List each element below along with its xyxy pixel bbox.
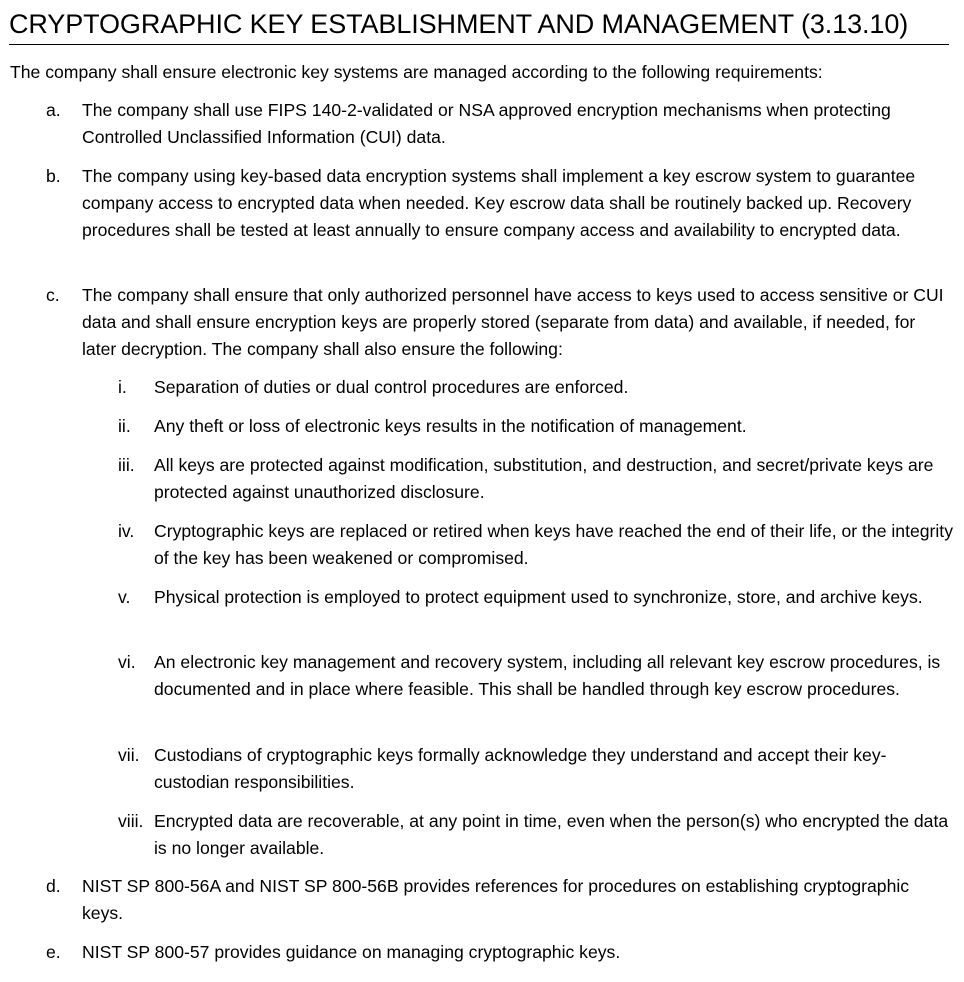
list-marker: e. [46, 942, 61, 962]
sub-item-text: Separation of duties or dual control procedures are enforced. [154, 377, 629, 397]
sub-list-marker: v. [118, 587, 131, 607]
sub-item-text: Physical protection is employed to protect equipment used to synchronize, store, and archive keys. [154, 587, 923, 607]
list-item-text: The company using key-based data encryption systems shall implement a key escrow system to guarantee company access to encrypted data when needed. Key escrow data shall be routinely backed up. Recovery procedures shall be tested at least annually to ensure company access and availability to encrypted data. [82, 166, 916, 240]
section-title: CRYPTOGRAPHIC KEY ESTABLISHMENT AND MANAGEMENT (3.13.10) [9, 4, 949, 45]
sub-list-marker: iv. [118, 521, 135, 541]
sub-list-marker: viii. [118, 811, 144, 831]
sub-list-marker: iii. [118, 455, 135, 475]
list-marker: d. [46, 876, 61, 896]
list-item-text: The company shall ensure that only authorized personnel have access to keys used to access sensitive or CUI data and shall ensure encryption keys are properly stored (separate from data) and available, if needed, for later decryption. The company shall also ensure the following: [82, 285, 944, 359]
sub-list-marker: ii. [118, 416, 131, 436]
list-marker: b. [46, 166, 61, 186]
sub-list-marker: vii. [118, 745, 140, 765]
sub-list-marker: vi. [118, 652, 136, 672]
list-item-text: NIST SP 800-57 provides guidance on managing cryptographic keys. [82, 942, 621, 962]
sub-item-text: An electronic key management and recovery system, including all relevant key escrow procedures, is documented and in place where feasible. This shall be handled through key escrow procedures. [154, 652, 941, 699]
sub-item-text: Custodians of cryptographic keys formally acknowledge they understand and accept their key-custodian responsibilities. [154, 745, 887, 792]
sub-list-marker: i. [118, 377, 127, 397]
sub-item-text: All keys are protected against modification, substitution, and destruction, and secret/private keys are protected against unauthorized disclosure. [154, 455, 934, 502]
list-marker: a. [46, 100, 61, 120]
sub-item-text: Encrypted data are recoverable, at any point in time, even when the person(s) who encrypted the data is no longer available. [154, 811, 949, 858]
list-item-text: The company shall use FIPS 140-2-validated or NSA approved encryption mechanisms when protecting Controlled Unclassified Information (CUI) data. [82, 100, 891, 147]
list-item-text: NIST SP 800-56A and NIST SP 800-56B provides references for procedures on establishing cryptographic keys. [82, 876, 910, 923]
list-marker: c. [46, 285, 60, 305]
intro-paragraph: The company shall ensure electronic key systems are managed according to the following requirements: [10, 62, 823, 82]
sub-item-text: Any theft or loss of electronic keys results in the notification of management. [154, 416, 747, 436]
sub-item-text: Cryptographic keys are replaced or retired when keys have reached the end of their life, or the integrity of the key has been weakened or compromised. [154, 521, 953, 568]
